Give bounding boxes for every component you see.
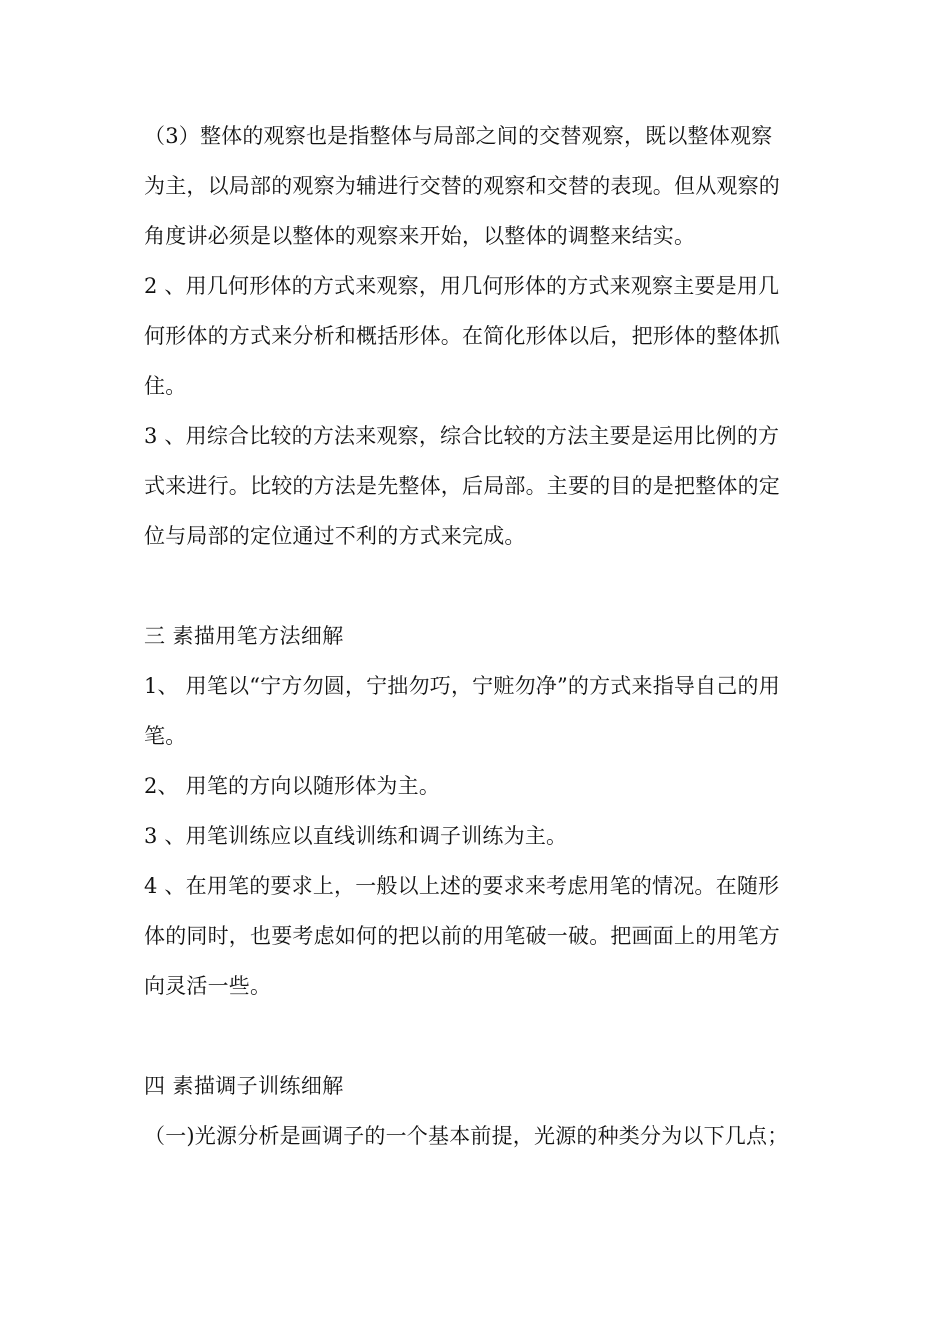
- paragraph-line: （一)光源分析是画调子的一个基本前提，光源的种类分为以下几点；: [144, 1124, 789, 1148]
- paragraph-line: 何形体的方式来分析和概括形体。在简化形体以后，把形体的整体抓: [144, 324, 780, 348]
- list-item: 4 、在用笔的要求上，一般以上述的要求来考虑用笔的情况。在随形: [144, 874, 780, 898]
- list-item: 1、 用笔以“宁方勿圆，宁拙勿巧，宁赃勿净”的方式来指导自己的用: [144, 674, 780, 698]
- paragraph-line: 2 、用几何形体的方式来观察，用几何形体的方式来观察主要是用几: [144, 274, 780, 298]
- section-heading: 四 素描调子训练细解: [144, 1074, 344, 1098]
- paragraph-line: 式来进行。比较的方法是先整体，后局部。主要的目的是把整体的定: [144, 474, 780, 498]
- paragraph-line: 3 、用综合比较的方法来观察，综合比较的方法主要是运用比例的方: [144, 424, 780, 448]
- paragraph-line: 位与局部的定位通过不利的方式来完成。: [144, 524, 526, 548]
- paragraph-line: 住。: [144, 374, 187, 398]
- paragraph-line: 角度讲必须是以整体的观察来开始，以整体的调整来结实。: [144, 224, 696, 248]
- section-heading: 三 素描用笔方法细解: [144, 624, 344, 648]
- list-item: 2、 用笔的方向以随形体为主。: [144, 774, 441, 798]
- paragraph-line: 向灵活一些。: [144, 974, 272, 998]
- paragraph-line: （3）整体的观察也是指整体与局部之间的交替观察，既以整体观察: [144, 124, 773, 148]
- paragraph-line: 为主，以局部的观察为辅进行交替的观察和交替的表现。但从观察的: [144, 174, 780, 198]
- paragraph-line: 体的同时，也要考虑如何的把以前的用笔破一破。把画面上的用笔方: [144, 924, 780, 948]
- list-item: 3 、用笔训练应以直线训练和调子训练为主。: [144, 824, 568, 848]
- paragraph-line: 笔。: [144, 724, 187, 748]
